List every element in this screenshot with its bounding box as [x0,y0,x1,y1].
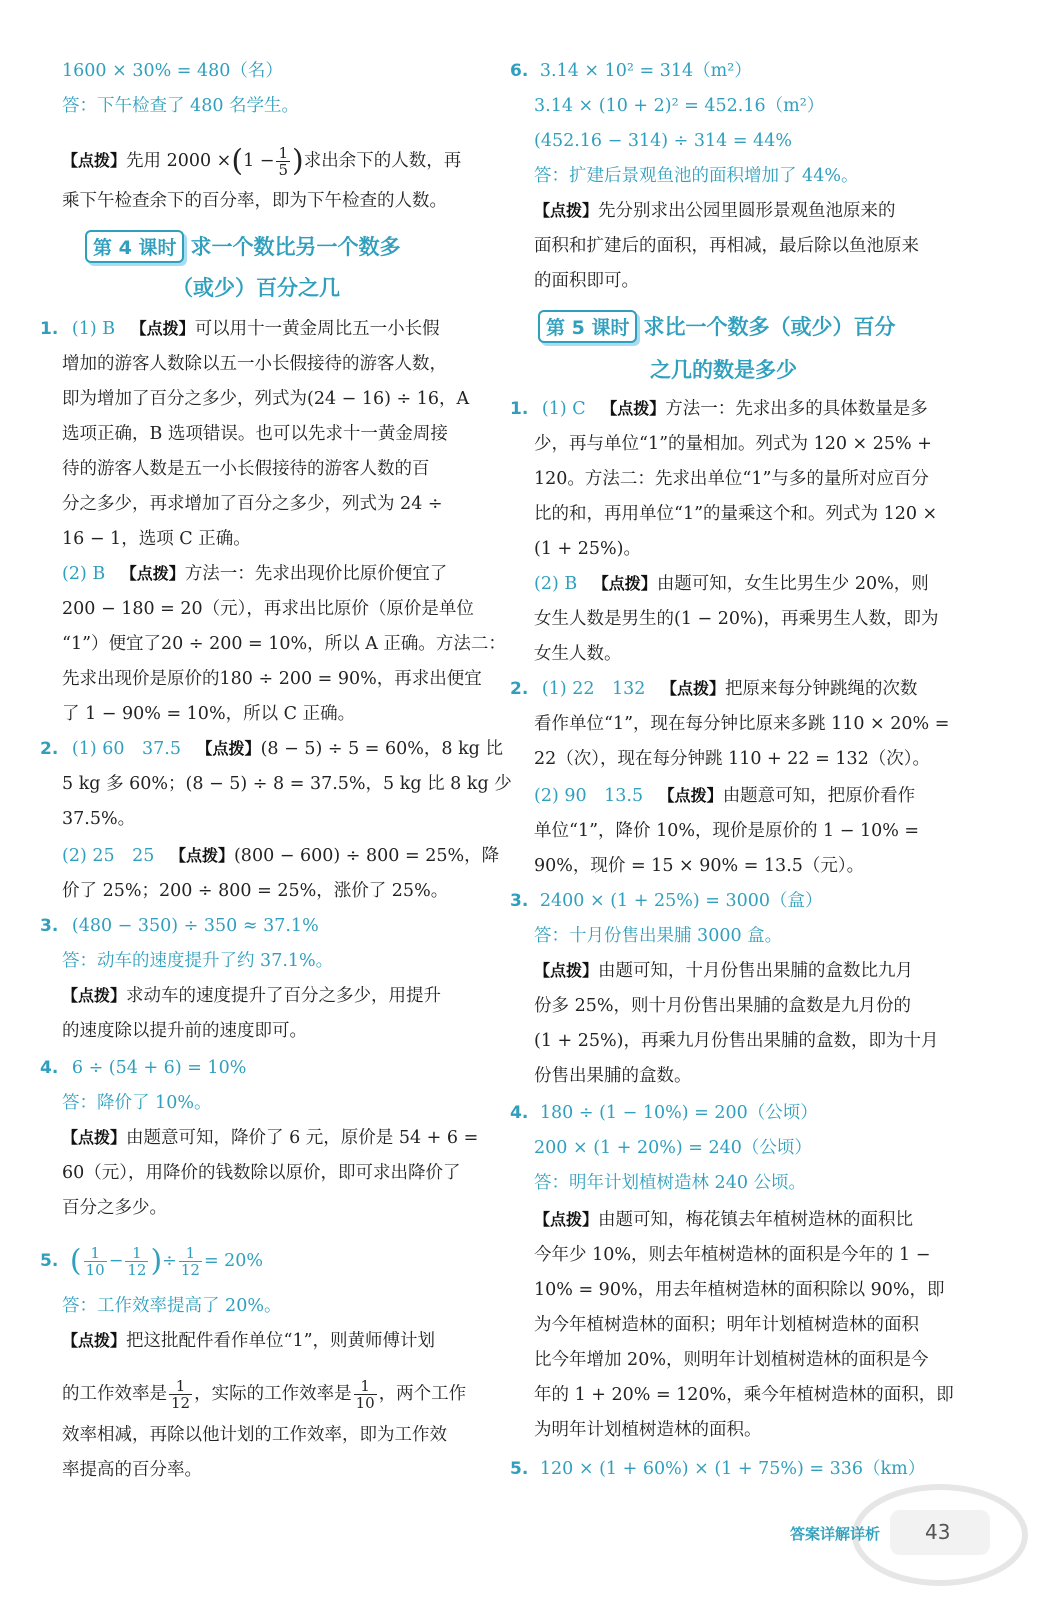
tip-label: 【点拨】 [62,151,127,170]
answer-line: 答：工作效率提高了 20%。 [62,1296,282,1316]
question-line: 1. (1) C 【点拨】方法一：先求出多的具体数量是多 [510,399,928,419]
page-number: 43 [925,1520,951,1544]
question-number: 4. [510,1103,529,1123]
text-line: 分之多少，再求增加了百分之多少，列式为 24 ÷ [62,494,443,514]
text-line: 选项正确，B 选项错误。也可以先求十一黄金周接 [62,424,448,444]
text-line: 待的游客人数是五一小长假接待的游客人数的百 [62,459,430,479]
question-line: (2) 25 25 【点拨】(800 − 600) ÷ 800 = 25%，降 [62,846,500,866]
text-line: 份售出果脯的盒数。 [534,1066,692,1086]
text-line: 37.5%。 [62,809,136,829]
question-line: 4. 180 ÷ (1 − 10%) = 200（公顷） [510,1103,818,1123]
tip-line: 【点拨】求动车的速度提升了百分之多少，用提升 [62,986,442,1006]
text-line: 女生人数。 [534,644,622,664]
text-line: 120。方法二：先求出单位“1”与多的量所对应百分 [534,469,929,489]
fraction: $\frac{1}{10}$ [85,1244,105,1279]
tip-line: 【点拨】先分别求出公园里圆形景观鱼池原来的 [534,201,896,221]
text-line: 百分之多少。 [62,1198,167,1218]
text-line: 年的 1 + 20% = 120%，乘今年植树造林的面积，即 [534,1385,954,1405]
question-number: 1. [40,319,59,339]
question-number: 1. [510,399,529,419]
answer-line: 答：降价了 10%。 [62,1093,212,1113]
text-line: 10% = 90%，用去年植树造林的面积除以 90%，即 [534,1280,945,1300]
question-line: 1. (1) B 【点拨】可以用十一黄金周比五一小长假 [40,319,440,339]
text-line: “1”）便宜了20 ÷ 200 = 10%，所以 A 正确。方法二： [62,634,506,654]
question-line: 5. ( $\frac{1}{10}$ − $\frac{1}{12}$ )÷ $\frac{1}{12}$ = 20% [40,1243,264,1279]
fraction: $\frac{1}{12}$ [180,1244,200,1279]
question-line: 5. 120 × (1 + 60%) × (1 + 75%) = 336（km） [510,1459,926,1479]
question-number: 6. [510,61,529,81]
lesson-heading-line2: 之几的数是多少 [650,358,797,382]
question-line: 4. 6 ÷ (54 + 6) = 10% [40,1058,247,1078]
answer-line: 答：扩建后景观鱼池的面积增加了 44%。 [534,166,859,186]
fraction: $\frac{1}{12}$ [127,1244,147,1279]
text-line: 乘下午检查余下的百分率，即为下午检查的人数。 [62,191,447,211]
text-line: 增加的游客人数除以五一小长假接待的游客人数， [62,354,447,374]
question-number: 2. [510,679,529,699]
tip-line: 【点拨】先用 2000 ×(1 − $\frac{1}{5}$ )求出余下的人数，再 [62,143,462,179]
text-line: 价了 25%；200 ÷ 800 = 25%，涨价了 25%。 [62,881,449,901]
text-line: 60（元），用降价的钱数除以原价，即可求出降价了 [62,1163,461,1183]
fraction: $\frac{1}{5}$ [278,144,288,179]
text-line: 比的和，再用单位“1”的量乘这个和。列式为 120 × [534,504,938,524]
question-number: 2. [40,739,59,759]
answer-line: 答：动车的速度提升了约 37.1%。 [62,951,334,971]
lesson-heading-line2: （或少）百分之几 [172,276,340,300]
question-line: 2. (1) 22 132 【点拨】把原来每分钟跳绳的次数 [510,679,918,699]
question-line: (2) 90 13.5 【点拨】由题意可知，把原价看作 [534,786,916,806]
calc-line: (452.16 − 314) ÷ 314 = 44% [534,131,792,151]
text-line: 份多 25%，则十月份售出果脯的盒数是九月份的 [534,996,911,1016]
question-line: 3. (480 − 350) ÷ 350 ≈ 37.1% [40,916,319,936]
tip-line: 【点拨】把这批配件看作单位“1”，则黄师傅计划 [62,1331,436,1351]
question-number: 4. [40,1058,59,1078]
calc-line: 3.14 × (10 + 2)² = 452.16（m²） [534,96,825,116]
fraction: $\frac{1}{10}$ [355,1377,375,1412]
text-line: 的工作效率是 $\frac{1}{12}$ ，实际的工作效率是 $\frac{1}{10}$ ，两个工作 [62,1377,467,1412]
lesson-badge: 第 4 课时 [85,230,184,263]
text-line: 了 1 − 90% = 10%，所以 C 正确。 [62,704,356,724]
text-line: 的面积即可。 [534,271,639,291]
tip-line: 【点拨】由题可知，十月份售出果脯的盒数比九月 [534,961,914,981]
text-line: 为明年计划植树造林的面积。 [534,1420,762,1440]
question-number: 3. [510,891,529,911]
text-line: 16 − 1，选项 C 正确。 [62,529,251,549]
text-line: (1 + 25%)，再乘九月份售出果脯的盒数，即为十月 [534,1031,939,1051]
text-line: 的速度除以提升前的速度即可。 [62,1021,307,1041]
tip-line: 【点拨】由题可知，梅花镇去年植树造林的面积比 [534,1210,914,1230]
question-line: 2. (1) 60 37.5 【点拨】(8 − 5) ÷ 5 = 60%，8 kg 比 [40,739,503,759]
answer-line: 答：下午检查了 480 名学生。 [62,96,300,116]
question-number: 5. [40,1251,59,1271]
text-line: 面积和扩建后的面积，再相减，最后除以鱼池原来 [534,236,919,256]
text-line: 单位“1”，降价 10%，现价是原价的 1 − 10% = [534,821,920,841]
question-line: 6. 3.14 × 10² = 314（m²） [510,61,752,81]
lesson-badge: 第 5 课时 [538,310,637,343]
fraction: $\frac{1}{12}$ [171,1377,191,1412]
question-line: (2) B 【点拨】由题可知，女生比男生少 20%，则 [534,574,929,594]
text-line: 先求出现价是原价的180 ÷ 200 = 90%，再求出便宜 [62,669,482,689]
footer-brand: 答案详解详析 [790,1525,881,1543]
question-line: 3. 2400 × (1 + 25%) = 3000（盒） [510,891,823,911]
question-number: 3. [40,916,59,936]
text-line: 比今年增加 20%，则明年计划植树造林的面积是今 [534,1350,929,1370]
text-line: 5 kg 多 60%；(8 − 5) ÷ 8 = 37.5%，5 kg 比 8 kg 少 [62,774,512,794]
text-line: 90%，现价 = 15 × 90% = 13.5（元）。 [534,856,865,876]
calc-line: 1600 × 30% = 480（名） [62,61,283,81]
text-line: 为今年植树造林的面积；明年计划植树造林的面积 [534,1315,919,1335]
question-line: (2) B 【点拨】方法一：先求出现价比原价便宜了 [62,564,448,584]
text-line: 效率相减，再除以他计划的工作效率，即为工作效 [62,1425,447,1445]
question-number: 5. [510,1459,529,1479]
text-line: 率提高的百分率。 [62,1460,202,1480]
text-line: 22（次），现在每分钟跳 110 + 22 = 132（次）。 [534,749,930,769]
lesson-heading: 第 4 课时 求一个数比另一个数多 [85,230,400,263]
text-line: 今年少 10%，则去年植树造林的面积是今年的 1 − [534,1245,931,1265]
text-line: 看作单位“1”，现在每分钟比原来多跳 110 × 20% = [534,714,950,734]
text-line: 200 − 180 = 20（元），再求出比原价（原价是单位 [62,599,474,619]
answer-line: 答：十月份售出果脯 3000 盒。 [534,926,783,946]
tip-line: 【点拨】由题意可知，降价了 6 元，原价是 54 + 6 = [62,1128,479,1148]
text-line: (1 + 25%)。 [534,539,641,559]
answer-line: 答：明年计划植树造林 240 公顷。 [534,1173,807,1193]
text-line: 即为增加了百分之多少，列式为(24 − 16) ÷ 16，A [62,389,470,409]
calc-line: 200 × (1 + 20%) = 240（公顷） [534,1138,812,1158]
lesson-heading: 第 5 课时 求比一个数多（或少）百分 [538,310,895,343]
text-line: 女生人数是男生的(1 − 20%)，再乘男生人数，即为 [534,609,939,629]
text-line: 少，再与单位“1”的量相加。列式为 120 × 25% + [534,434,932,454]
